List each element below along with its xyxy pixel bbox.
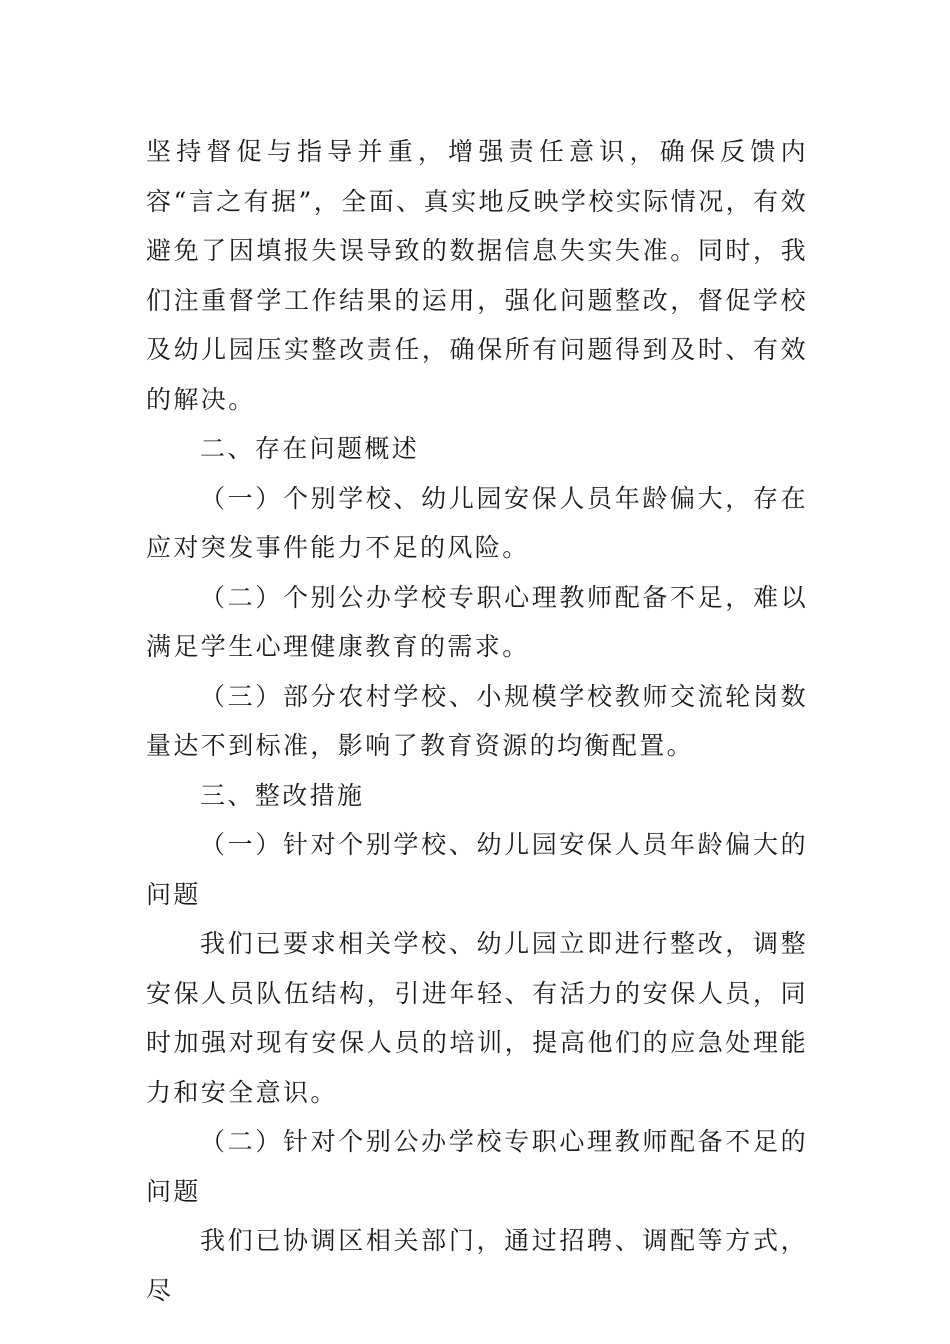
- measure-paragraph-2: 我们已协调区相关部门，通过招聘、调配等方式，尽: [146, 1226, 808, 1305]
- problem-item-1: （一）个别学校、幼儿园安保人员年龄偏大，存在应对突发事件能力不足的风险。: [146, 483, 808, 562]
- section-heading-problems: 二、存在问题概述: [200, 434, 420, 463]
- document-body: [146, 127, 808, 1315]
- body-paragraph: 坚持督促与指导并重，增强责任意识，确保反馈内容“言之有据”，全面、真实地反映学校实际情况，有效避免了因填报失误导致的数据信息失实失准。同时，我们注重督学工作结果的运用，强化问题整改，督促学校及幼儿园压实整改责任，确保所有问题得到及时、有效的解决。: [146, 137, 808, 414]
- measure-paragraph-1: 我们已要求相关学校、幼儿园立即进行整改，调整安保人员队伍结构，引进年轻、有活力的安保人员，同时加强对现有安保人员的培训，提高他们的应急处理能力和安全意识。: [146, 929, 808, 1107]
- measure-heading-2: （二）针对个别公办学校专职心理教师配备不足的问题: [146, 1127, 808, 1206]
- problem-item-3: （三）部分农村学校、小规模学校教师交流轮岗数量达不到标准，影响了教育资源的均衡配置。: [146, 681, 808, 760]
- measure-heading-1: （一）针对个别学校、幼儿园安保人员年龄偏大的问题: [146, 830, 808, 909]
- problem-item-2: （二）个别公办学校专职心理教师配备不足，难以满足学生心理健康教育的需求。: [146, 582, 808, 661]
- section-heading-measures: 三、整改措施: [200, 780, 365, 810]
